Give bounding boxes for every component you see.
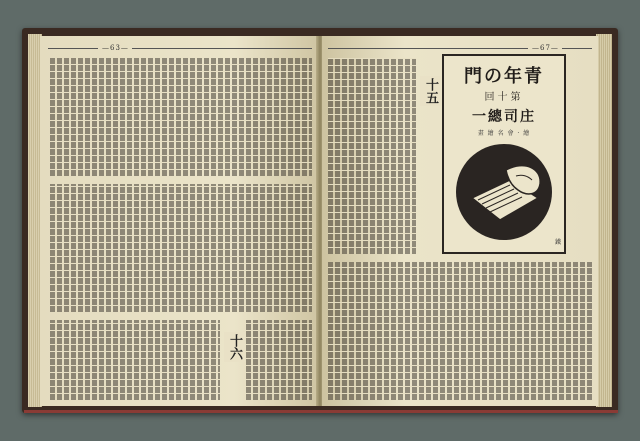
illustration-title: 門の年青 (464, 66, 544, 87)
header-rule-left-2 (132, 48, 312, 49)
right-page-number: —67— (532, 44, 559, 52)
header-rule-right-2 (562, 48, 592, 49)
illustration-byline: 畫 繪 名 會 · 繪 (477, 130, 531, 137)
illustration-signature: 鐵 (554, 239, 561, 246)
column-illustration (442, 54, 566, 254)
header-rule-right (328, 48, 528, 49)
text-block-middle (50, 184, 312, 312)
text-block-top (50, 58, 312, 176)
section-heading-16: 十六 (224, 332, 245, 362)
text-block-bottom-right (246, 320, 312, 400)
illustration-subtitle-2: 一總司庄 (472, 109, 536, 125)
hand-holding-book-icon (454, 140, 554, 244)
left-page (40, 36, 318, 406)
right-page (322, 36, 598, 406)
header-rule-left (48, 48, 98, 49)
section-heading-15: 十五 (420, 76, 441, 106)
left-page-number: —63— (102, 44, 129, 52)
book-bottom-edge (24, 410, 618, 413)
text-block-lower-right (328, 262, 592, 400)
text-block-bottom-left (50, 320, 220, 400)
text-block-upper-right (328, 58, 416, 254)
illustration-subtitle-1: 回十第 (484, 92, 524, 103)
page-stack-right (596, 34, 612, 407)
